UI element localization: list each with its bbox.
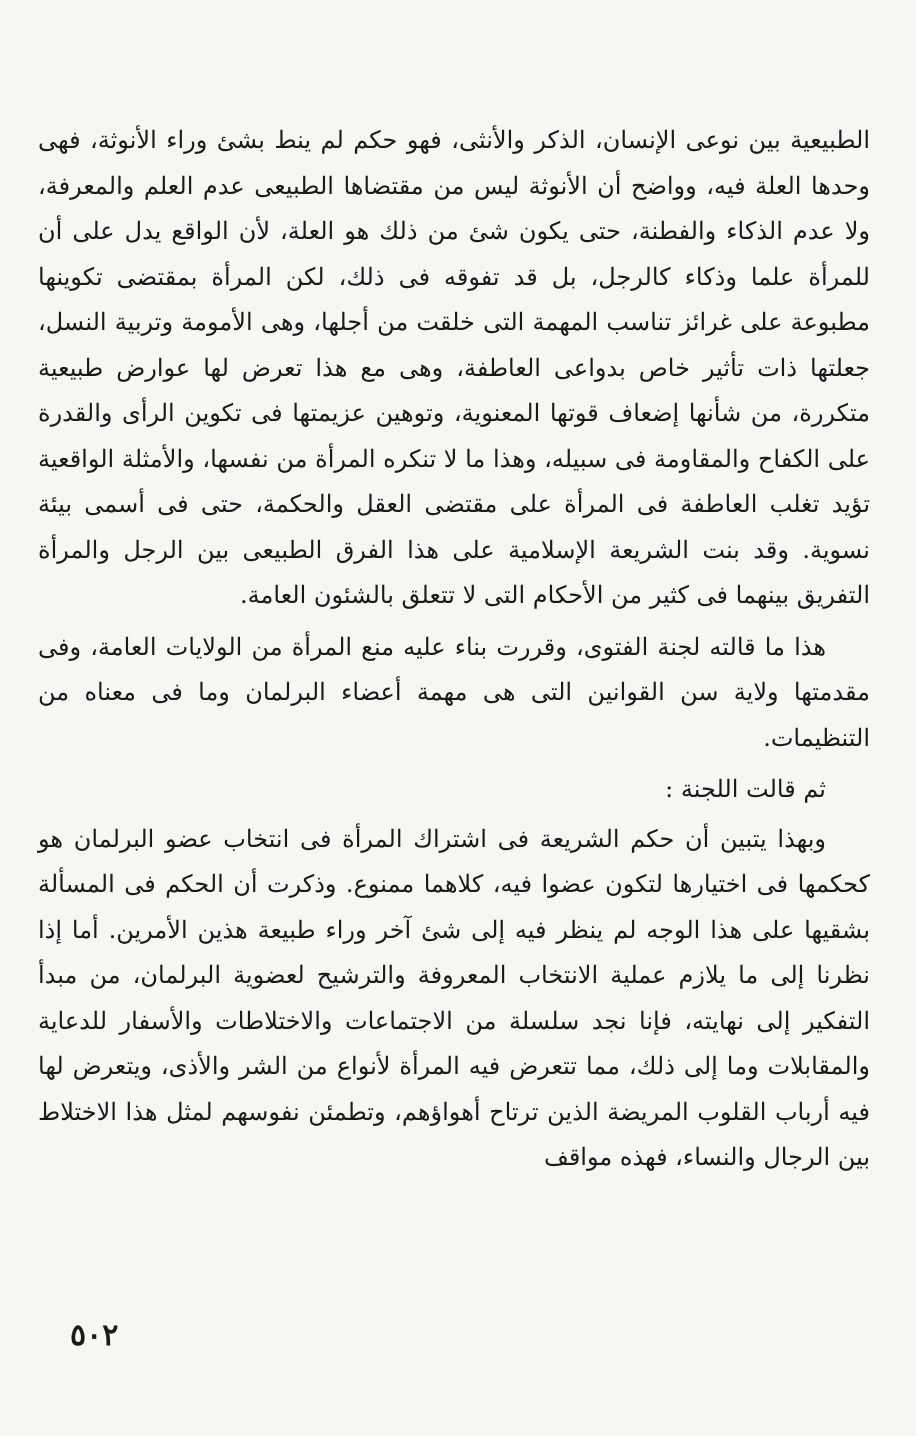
paragraph-continued: الطبيعية بين نوعى الإنسان، الذكر والأنثى، فهو حكم لم ينط بشئ وراء الأنوثة، فهى وحدها العلة فيه، وواضح أن الأنوثة ليس من مقتضاها الطبيعى عدم العلم والمعرفة، ولا عدم الذكاء والفطنة، حتى يكون شئ من ذلك هو العلة، لأن الواقع يدل على أن للمرأة علما وذكاء كالرجل، بل قد تفوقه فى ذلك، لكن المرأة بمقتضى تكوينها مطبوعة على غرائز تناسب المهمة التى خلقت من أجلها، وهى الأمومة وتربية النسل، جعلتها ذات تأثير خاص بدواعى العاطفة، وهى مع هذا تعرض لها عوارض طبيعية متكررة، من شأنها إضعاف قوتها المعنوية، وتوهين عزيمتها فى تكوين الرأى والقدرة على الكفاح والمقاومة فى سبيله، وهذا ما لا تنكره المرأة من نفسها، والأمثلة الواقعية تؤيد تغلب العاطفة فى المرأة على مقتضى العقل والحكمة، حتى فى أسمى بيئة نسوية. وقد بنت الشريعة الإسلامية على هذا الفرق الطبيعى بين الرجل والمرأة التفريق بينهما فى كثير من الأحكام التى لا تتعلق بالشئون العامة. [38,126,871,609]
page-number: ٥٠٢ [70,1318,119,1353]
paragraph-fatwa-committee: هذا ما قالته لجنة الفتوى، وقررت بناء عليه منع المرأة من الولايات العامة، وفى مقدمتها ولاية سن القوانين التى هى مهمة أعضاء البرلمان وما فى معناه من التنظيمات. [38,632,870,752]
body-text [38,118,870,1187]
paragraph-committee-said: ثم قالت اللجنة : [665,775,826,803]
paragraph-election-ruling: وبهذا يتبين أن حكم الشريعة فى اشتراك المرأة فى انتخاب عضو البرلمان هو كحكمها فى اختيارها لتكون عضوا فيه، كلاهما ممنوع. وذكرت أن الحكم فى المسألة بشقيها على هذا الوجه لم ينظر فيه إلى شئ آخر وراء طبيعة هذين الأمرين. أما إذا نظرنا إلى ما يلازم عملية الانتخاب المعروفة والترشيح لعضوية البرلمان، من مبدأ التفكير إلى نهايته، فإنا نجد سلسلة من الاجتماعات والاختلاطات والأسفار للدعاية والمقابلات وما إلى ذلك، مما تتعرض فيه المرأة لأنواع من الشر والأذى، ويتعرض لها فيه أرباب القلوب المريضة الذين ترتاح أهواؤهم، وتطمئن نفوسهم لمثل هذا الاختلاط بين الرجال والنساء، فهذه مواقف [38,824,870,1171]
